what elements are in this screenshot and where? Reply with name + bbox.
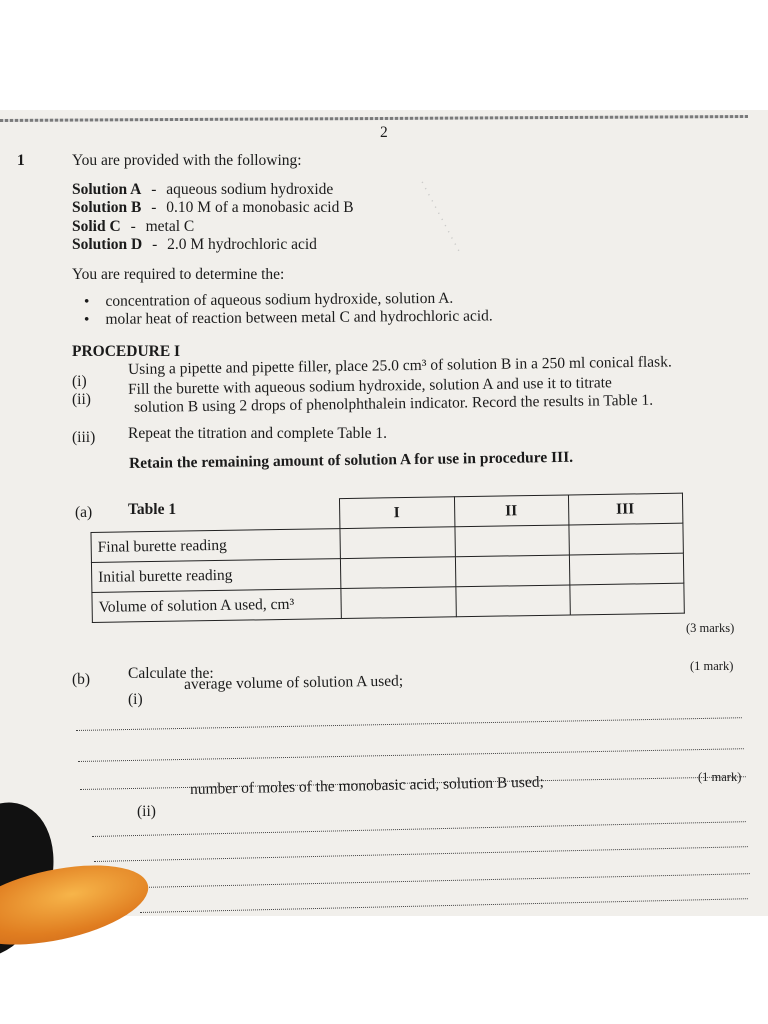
row-label-volume: Volume of solution A used, cm³ (92, 589, 341, 623)
solid-c-desc: metal C (145, 218, 195, 235)
step-iii-label: (iii) (72, 429, 96, 446)
solid-c-name: Solid C (72, 218, 121, 235)
step-i-text: Using a pipette and pipette filler, place 25.0 cm³ of solution B in a 250 ml conical flask. (127, 353, 672, 378)
solution-b-desc: 0.10 M of a monobasic acid B (166, 199, 354, 216)
solid-c (72, 217, 194, 236)
page-number: 2 (380, 124, 388, 141)
table-corner (91, 499, 340, 533)
required-intro: You are required to determine the: (72, 266, 285, 283)
results-table (90, 493, 684, 623)
step-ii-label: (ii) (72, 391, 91, 408)
cell-volume-ii[interactable] (455, 585, 569, 617)
solution-d-dash: - (152, 236, 158, 253)
solution-a-dash: - (151, 181, 157, 198)
cell-initial-ii[interactable] (455, 555, 569, 587)
step-i-label: (i) (72, 373, 87, 390)
solution-d-desc: 2.0 M hydrochloric acid (167, 236, 317, 253)
solution-b-name: Solution B (72, 199, 142, 216)
cell-final-ii[interactable] (454, 525, 568, 557)
row-label-final: Final burette reading (91, 529, 340, 563)
table-title: Table 1 (128, 501, 177, 518)
intro-text: You are provided with the following: (72, 152, 302, 169)
column-header-ii: II (454, 495, 568, 527)
step-ii-text-2: solution B using 2 drops of phenolphthalein indicator. Record the results in Table 1. (133, 391, 654, 416)
solution-b-dash: - (151, 199, 157, 216)
cell-initial-iii[interactable] (569, 553, 683, 585)
bullet-2 (84, 306, 493, 329)
solution-a (72, 180, 333, 199)
step-iii-text: Repeat the titration and complete Table 1. (128, 425, 388, 442)
part-b-ii-text: number of moles of the monobasic acid, solution B used; (189, 773, 544, 798)
bullet-2-text: molar heat of reaction between metal C and hydrochloric acid. (105, 307, 493, 328)
column-header-iii: III (568, 493, 682, 525)
cell-volume-iii[interactable] (569, 583, 683, 615)
part-b-label: (b) (72, 671, 91, 688)
column-header-i: I (339, 497, 454, 529)
bullet-icon: • (83, 310, 90, 328)
bullet-1-text: concentration of aqueous sodium hydroxide, solution A. (105, 289, 454, 310)
solution-a-desc: aqueous sodium hydroxide (166, 181, 334, 198)
part-b-i-marks: (1 mark) (690, 659, 734, 673)
part-b-ii-marks: (1 mark) (698, 770, 742, 784)
row-label-initial: Initial burette reading (91, 559, 340, 593)
solution-d (72, 235, 317, 254)
solution-b (72, 198, 354, 217)
question-number: 1 (17, 152, 25, 169)
solid-c-dash: - (130, 218, 136, 235)
cell-final-i[interactable] (339, 527, 454, 559)
part-b-ii-label: (ii) (137, 803, 156, 820)
cell-volume-i[interactable] (340, 587, 455, 619)
solution-d-name: Solution D (72, 236, 143, 253)
solution-a-name: Solution A (72, 181, 142, 198)
cell-final-iii[interactable] (568, 523, 682, 555)
watermark: · · · · · · · · · · · · (415, 177, 465, 256)
step-ii-text-1: Fill the burette with aqueous sodium hydroxide, solution A and use it to titrate (127, 374, 612, 398)
part-b-intro: Calculate the: (128, 665, 214, 682)
bullet-icon: • (83, 292, 90, 310)
part-b-i-text: average volume of solution A used; (183, 672, 404, 693)
part-a-label: (a) (75, 504, 93, 521)
part-b-i-label: (i) (128, 691, 143, 708)
retain-note: Retain the remaining amount of solution A for use in procedure III. (128, 448, 574, 472)
part-a-marks: (3 marks) (686, 621, 735, 635)
procedure-title: PROCEDURE I (72, 343, 181, 360)
cell-initial-i[interactable] (340, 557, 455, 589)
